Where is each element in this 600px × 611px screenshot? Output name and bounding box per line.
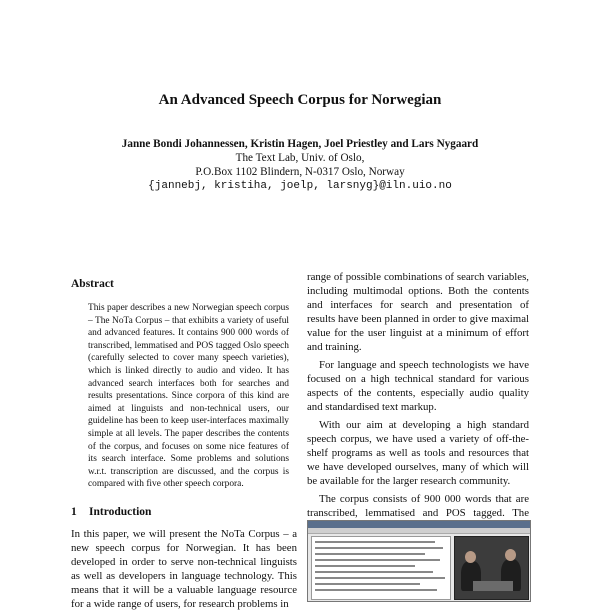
- figure-text-line: [315, 565, 415, 567]
- section-heading: [71, 506, 151, 518]
- paper-title: An Advanced Speech Corpus for Norwegian: [158, 92, 442, 108]
- author-list: Janne Bondi Johannessen, Kristin Hagen, Joel Priestley and Lars Nygaard: [121, 138, 479, 150]
- affiliation: The Text Lab, Univ. of Oslo,: [235, 152, 365, 164]
- right-column: [307, 270, 529, 548]
- figure-person-head: [505, 549, 516, 561]
- author-emails: {jannebj, kristiha, joelp, larsnyg}@iln.uio.no: [148, 180, 452, 192]
- section-number: 1: [71, 506, 77, 518]
- figure-table: [473, 581, 513, 591]
- paragraph-2: For language and speech technologists we have focused on a high technical standard for various aspects of the contents, especially audio quality and standardised text markup.: [307, 359, 529, 413]
- figure-person-head: [465, 551, 476, 563]
- figure-text-line: [315, 577, 445, 579]
- figure-text-line: [315, 553, 425, 555]
- paragraph-1: range of possible combinations of search variables, including multimodal options. Both the contents and interfaces for search and presentation of results have been planned in order to give maximal value for the user linguist at a minimum of effort and training.: [307, 271, 529, 353]
- figure-text-line: [315, 559, 440, 561]
- section-title: Introduction: [89, 506, 152, 518]
- concordance-screenshot-figure: [307, 520, 531, 602]
- figure-text-line: [315, 541, 435, 543]
- abstract-heading: Abstract: [71, 278, 114, 290]
- paragraph-3: With our aim at developing a high standard speech corpus, we have used a variety of off-the-shelf programs as well as tools and resources that we have developed ourselves, many of which will be available for the larger research community.: [307, 419, 529, 487]
- figure-text-line: [315, 589, 437, 591]
- figure-text-line: [315, 583, 420, 585]
- introduction-text: In this paper, we will present the NoTa Corpus – a new speech corpus for Norwegian. It has been developed in order to serve non-technical linguists as well as developers in language technology. This means that it will be a valuable language resource for a wide range of users, for research problems in: [71, 528, 297, 610]
- figure-video-frame: [454, 536, 529, 600]
- postal-address: P.O.Box 1102 Blindern, N-0317 Oslo, Norway: [195, 166, 405, 178]
- figure-toolbar: [308, 528, 530, 534]
- paragraph-4: The corpus consists of 900 000 words that are transcribed, lemmatised and POS tagged. The: [307, 493, 529, 519]
- figure-concordance-pane: [311, 536, 451, 600]
- figure-window-titlebar: [308, 521, 530, 528]
- abstract-text: This paper describes a new Norwegian speech corpus – The NoTa Corpus – that exhibits a variety of useful and advanced features. It contains 900 000 words of transcribed, lemmatised and POS tagged Oslo speech (carefully selected to cover many speech varieties), which is linked directly to audio and video. It has advanced search interfaces both for searches and results presentations. Since corpora of this kind are aimed at linguists and non-technical users, our guideline has been to keep user-interfaces maximally simple at all levels. The paper describes the contents of the corpus, and focuses on some nice features of its search interface. Some problems and solutions w.r.t. transcription are discussed, and the corpus is compared with five other speech corpora.: [88, 303, 289, 490]
- figure-text-line: [315, 571, 433, 573]
- figure-text-line: [315, 547, 443, 549]
